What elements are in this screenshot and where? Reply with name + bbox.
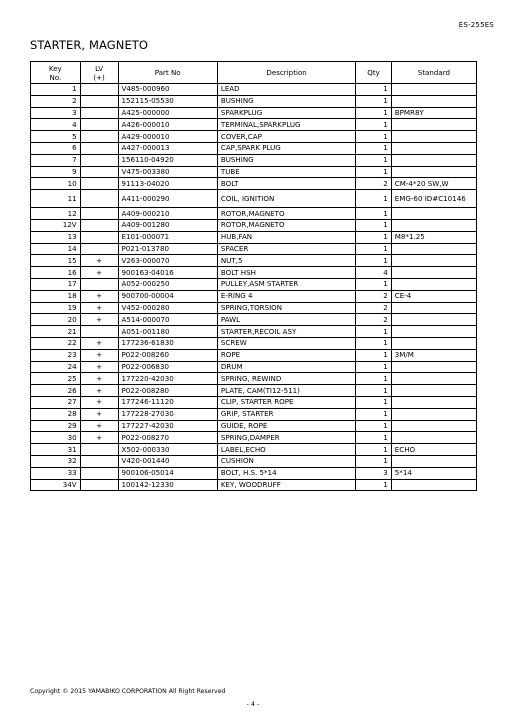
row-standard (391, 208, 476, 220)
table-row (31, 267, 477, 279)
row-description: E-RING 4 (217, 290, 355, 302)
page-number: - 4 - (246, 700, 260, 708)
row-description: BOLT HSH (217, 267, 355, 279)
row-part-no: 900106-05014 (118, 467, 217, 479)
table-row (31, 208, 477, 220)
row-qty: 1 (356, 142, 391, 154)
row-part-no: A429-000010 (118, 131, 217, 143)
row-description: KEY, WOODRUFF (217, 479, 355, 491)
row-key-no: 10 (31, 178, 81, 190)
table-row (31, 385, 477, 397)
table-row (31, 278, 477, 290)
model-number: ES-255ES (458, 21, 494, 29)
row-standard (391, 119, 476, 131)
row-lv: + (80, 385, 118, 397)
row-key-no: 5 (31, 131, 81, 143)
row-description: LEAD (217, 84, 355, 96)
row-description: BUSHING (217, 95, 355, 107)
row-standard (391, 432, 476, 444)
row-standard (391, 278, 476, 290)
row-qty: 2 (356, 314, 391, 326)
table-row (31, 326, 477, 338)
row-lv: + (80, 373, 118, 385)
row-description: BOLT (217, 178, 355, 190)
row-part-no: P022-008260 (118, 349, 217, 361)
row-key-no: 24 (31, 361, 81, 373)
row-part-no: A411-000290 (118, 190, 217, 208)
row-part-no: A426-000010 (118, 119, 217, 131)
header-part-no: Part No (118, 62, 217, 84)
table-row (31, 190, 477, 208)
row-qty: 4 (356, 267, 391, 279)
row-lv (80, 166, 118, 178)
header-qty: Qty (356, 62, 391, 84)
row-key-no: 12 (31, 208, 81, 220)
row-key-no: 17 (31, 278, 81, 290)
row-standard: 5*14 (391, 467, 476, 479)
row-description: ROPE (217, 349, 355, 361)
row-part-no: E101-000071 (118, 231, 217, 243)
row-part-no: 900700-00004 (118, 290, 217, 302)
row-description: PLATE, CAM(TI12-511) (217, 385, 355, 397)
row-key-no: 28 (31, 408, 81, 420)
row-standard (391, 166, 476, 178)
row-part-no: P021-013780 (118, 243, 217, 255)
row-standard: CE-4 (391, 290, 476, 302)
row-lv (80, 107, 118, 119)
row-qty: 1 (356, 208, 391, 220)
row-qty: 1 (356, 119, 391, 131)
row-description: CLIP, STARTER ROPE (217, 396, 355, 408)
row-standard (391, 302, 476, 314)
row-lv: + (80, 267, 118, 279)
row-part-no: 177236-61830 (118, 337, 217, 349)
row-description: HUB,FAN (217, 231, 355, 243)
row-lv (80, 178, 118, 190)
row-lv (80, 278, 118, 290)
row-description: SPRING,DAMPER (217, 432, 355, 444)
row-description: COVER,CAP (217, 131, 355, 143)
row-lv (80, 84, 118, 96)
row-qty: 1 (356, 95, 391, 107)
row-part-no: V485-000960 (118, 84, 217, 96)
table-row (31, 479, 477, 491)
table-row (31, 361, 477, 373)
row-standard (391, 243, 476, 255)
table-row (31, 255, 477, 267)
row-key-no: 23 (31, 349, 81, 361)
row-part-no: P022-008270 (118, 432, 217, 444)
row-standard (391, 314, 476, 326)
row-key-no: 22 (31, 337, 81, 349)
row-part-no: V420-001440 (118, 455, 217, 467)
row-key-no: 1 (31, 84, 81, 96)
row-description: GRIP, STARTER (217, 408, 355, 420)
row-standard (391, 255, 476, 267)
row-lv (80, 190, 118, 208)
row-part-no: A427-000013 (118, 142, 217, 154)
row-standard (391, 455, 476, 467)
row-qty: 1 (356, 84, 391, 96)
row-description: STARTER,RECOIL ASY (217, 326, 355, 338)
row-standard (391, 408, 476, 420)
row-key-no: 29 (31, 420, 81, 432)
row-standard (391, 337, 476, 349)
row-part-no: A409-001280 (118, 219, 217, 231)
row-key-no: 9 (31, 166, 81, 178)
row-qty: 1 (356, 219, 391, 231)
row-standard (391, 373, 476, 385)
table-row (31, 290, 477, 302)
row-key-no: 2 (31, 95, 81, 107)
row-key-no: 27 (31, 396, 81, 408)
row-part-no: P022-006830 (118, 361, 217, 373)
row-lv (80, 208, 118, 220)
row-standard (391, 361, 476, 373)
row-key-no: 30 (31, 432, 81, 444)
row-lv: + (80, 432, 118, 444)
row-standard (391, 131, 476, 143)
row-standard (391, 142, 476, 154)
row-part-no: 156110-04920 (118, 154, 217, 166)
header-key-no: Key No. (31, 62, 81, 84)
row-lv: + (80, 337, 118, 349)
row-lv (80, 219, 118, 231)
row-description: LABEL,ECHO (217, 444, 355, 456)
row-part-no: A514-000070 (118, 314, 217, 326)
row-qty: 3 (356, 467, 391, 479)
row-key-no: 20 (31, 314, 81, 326)
row-part-no: X502-000330 (118, 444, 217, 456)
row-description: ROTOR,MAGNETO (217, 219, 355, 231)
row-lv (80, 243, 118, 255)
row-description: SPACER (217, 243, 355, 255)
row-key-no: 32 (31, 455, 81, 467)
row-description: SPRING, REWIND (217, 373, 355, 385)
row-description: NUT,5 (217, 255, 355, 267)
row-qty: 1 (356, 337, 391, 349)
row-qty: 1 (356, 373, 391, 385)
table-row (31, 178, 477, 190)
row-standard (391, 84, 476, 96)
copyright-notice: Copyright © 2015 YAMABIKO CORPORATION All Right Reserved (30, 688, 226, 695)
row-standard: BPMR8Y (391, 107, 476, 119)
table-row (31, 349, 477, 361)
row-lv: + (80, 255, 118, 267)
row-qty: 1 (356, 455, 391, 467)
row-key-no: 12V (31, 219, 81, 231)
row-description: CUSHION (217, 455, 355, 467)
table-row (31, 154, 477, 166)
table-row (31, 467, 477, 479)
table-row (31, 231, 477, 243)
header-lv: LV (+) (80, 62, 118, 84)
row-qty: 1 (356, 131, 391, 143)
row-part-no: V452-000280 (118, 302, 217, 314)
row-lv: + (80, 420, 118, 432)
row-lv (80, 467, 118, 479)
page-title: STARTER, MAGNETO (30, 38, 149, 52)
row-lv: + (80, 349, 118, 361)
row-standard (391, 95, 476, 107)
row-lv (80, 142, 118, 154)
row-part-no: P022-008280 (118, 385, 217, 397)
row-qty: 2 (356, 178, 391, 190)
row-qty: 1 (356, 444, 391, 456)
row-standard (391, 219, 476, 231)
row-part-no: A409-000210 (118, 208, 217, 220)
row-description: SCREW (217, 337, 355, 349)
row-key-no: 13 (31, 231, 81, 243)
row-standard: M8*1.25 (391, 231, 476, 243)
row-lv: + (80, 290, 118, 302)
row-description: TUBE (217, 166, 355, 178)
row-part-no: 91113-04020 (118, 178, 217, 190)
row-lv: + (80, 396, 118, 408)
row-description: PULLEY,ASM STARTER (217, 278, 355, 290)
table-row (31, 119, 477, 131)
row-lv: + (80, 361, 118, 373)
row-description: PAWL (217, 314, 355, 326)
header-description: Description (217, 62, 355, 84)
row-description: BOLT, H.S. 5*14 (217, 467, 355, 479)
row-key-no: 31 (31, 444, 81, 456)
row-part-no: A425-000000 (118, 107, 217, 119)
row-qty: 1 (356, 349, 391, 361)
row-standard (391, 385, 476, 397)
row-part-no: A051-001180 (118, 326, 217, 338)
row-standard (391, 396, 476, 408)
row-key-no: 7 (31, 154, 81, 166)
row-key-no: 6 (31, 142, 81, 154)
table-row (31, 314, 477, 326)
row-lv (80, 119, 118, 131)
row-key-no: 26 (31, 385, 81, 397)
header-standard: Standard (391, 62, 476, 84)
row-standard (391, 154, 476, 166)
row-key-no: 14 (31, 243, 81, 255)
table-row (31, 243, 477, 255)
table-row (31, 166, 477, 178)
row-key-no: 21 (31, 326, 81, 338)
row-lv: + (80, 408, 118, 420)
row-qty: 1 (356, 385, 391, 397)
row-qty: 1 (356, 107, 391, 119)
row-part-no: 100142-12330 (118, 479, 217, 491)
table-header-row (31, 62, 477, 84)
row-description: SPARKPLUG (217, 107, 355, 119)
row-lv: + (80, 302, 118, 314)
table-row (31, 131, 477, 143)
table-row (31, 302, 477, 314)
row-description: TERMINAL,SPARKPLUG (217, 119, 355, 131)
row-standard (391, 267, 476, 279)
row-part-no: V475-003380 (118, 166, 217, 178)
row-key-no: 33 (31, 467, 81, 479)
table-row (31, 373, 477, 385)
table-row (31, 107, 477, 119)
row-standard (391, 420, 476, 432)
row-description: GUIDE, ROPE (217, 420, 355, 432)
row-part-no: 177228-27030 (118, 408, 217, 420)
row-qty: 1 (356, 231, 391, 243)
row-qty: 1 (356, 479, 391, 491)
row-key-no: 15 (31, 255, 81, 267)
row-description: COIL, IGNITION (217, 190, 355, 208)
row-lv (80, 154, 118, 166)
row-qty: 1 (356, 420, 391, 432)
row-lv (80, 326, 118, 338)
row-description: DRUM (217, 361, 355, 373)
row-qty: 1 (356, 432, 391, 444)
row-qty: 2 (356, 290, 391, 302)
row-key-no: 19 (31, 302, 81, 314)
row-key-no: 11 (31, 190, 81, 208)
row-key-no: 34V (31, 479, 81, 491)
parts-table (30, 61, 477, 491)
row-part-no: 177246-11120 (118, 396, 217, 408)
row-key-no: 16 (31, 267, 81, 279)
table-row (31, 420, 477, 432)
row-standard (391, 326, 476, 338)
row-part-no: A052-000250 (118, 278, 217, 290)
row-description: ROTOR,MAGNETO (217, 208, 355, 220)
row-key-no: 25 (31, 373, 81, 385)
row-qty: 1 (356, 243, 391, 255)
table-row (31, 455, 477, 467)
row-qty: 1 (356, 255, 391, 267)
row-lv (80, 95, 118, 107)
row-key-no: 4 (31, 119, 81, 131)
row-qty: 1 (356, 154, 391, 166)
row-part-no: 177227-42030 (118, 420, 217, 432)
table-row (31, 444, 477, 456)
row-lv: + (80, 314, 118, 326)
row-standard: CM-4*20 SW,W (391, 178, 476, 190)
table-row (31, 95, 477, 107)
row-part-no: 900163-04016 (118, 267, 217, 279)
row-key-no: 3 (31, 107, 81, 119)
row-description: BUSHING (217, 154, 355, 166)
row-qty: 2 (356, 302, 391, 314)
row-lv (80, 455, 118, 467)
table-row (31, 396, 477, 408)
row-lv (80, 479, 118, 491)
table-row (31, 84, 477, 96)
row-qty: 1 (356, 396, 391, 408)
row-part-no: 177220-42030 (118, 373, 217, 385)
row-qty: 1 (356, 408, 391, 420)
row-lv (80, 231, 118, 243)
row-qty: 1 (356, 361, 391, 373)
table-row (31, 432, 477, 444)
row-lv (80, 444, 118, 456)
row-qty: 1 (356, 278, 391, 290)
row-part-no: V263-000070 (118, 255, 217, 267)
row-description: CAP,SPARK PLUG (217, 142, 355, 154)
table-row (31, 219, 477, 231)
table-row (31, 408, 477, 420)
row-key-no: 18 (31, 290, 81, 302)
row-lv (80, 131, 118, 143)
row-part-no: 152115-05530 (118, 95, 217, 107)
row-standard: ECHO (391, 444, 476, 456)
row-description: SPRING,TORSION (217, 302, 355, 314)
row-qty: 1 (356, 190, 391, 208)
row-standard: EMG-60 ID#C10146 (391, 190, 476, 208)
table-row (31, 142, 477, 154)
row-qty: 1 (356, 326, 391, 338)
row-standard (391, 479, 476, 491)
row-qty: 1 (356, 166, 391, 178)
table-row (31, 337, 477, 349)
row-standard: 3M/M (391, 349, 476, 361)
